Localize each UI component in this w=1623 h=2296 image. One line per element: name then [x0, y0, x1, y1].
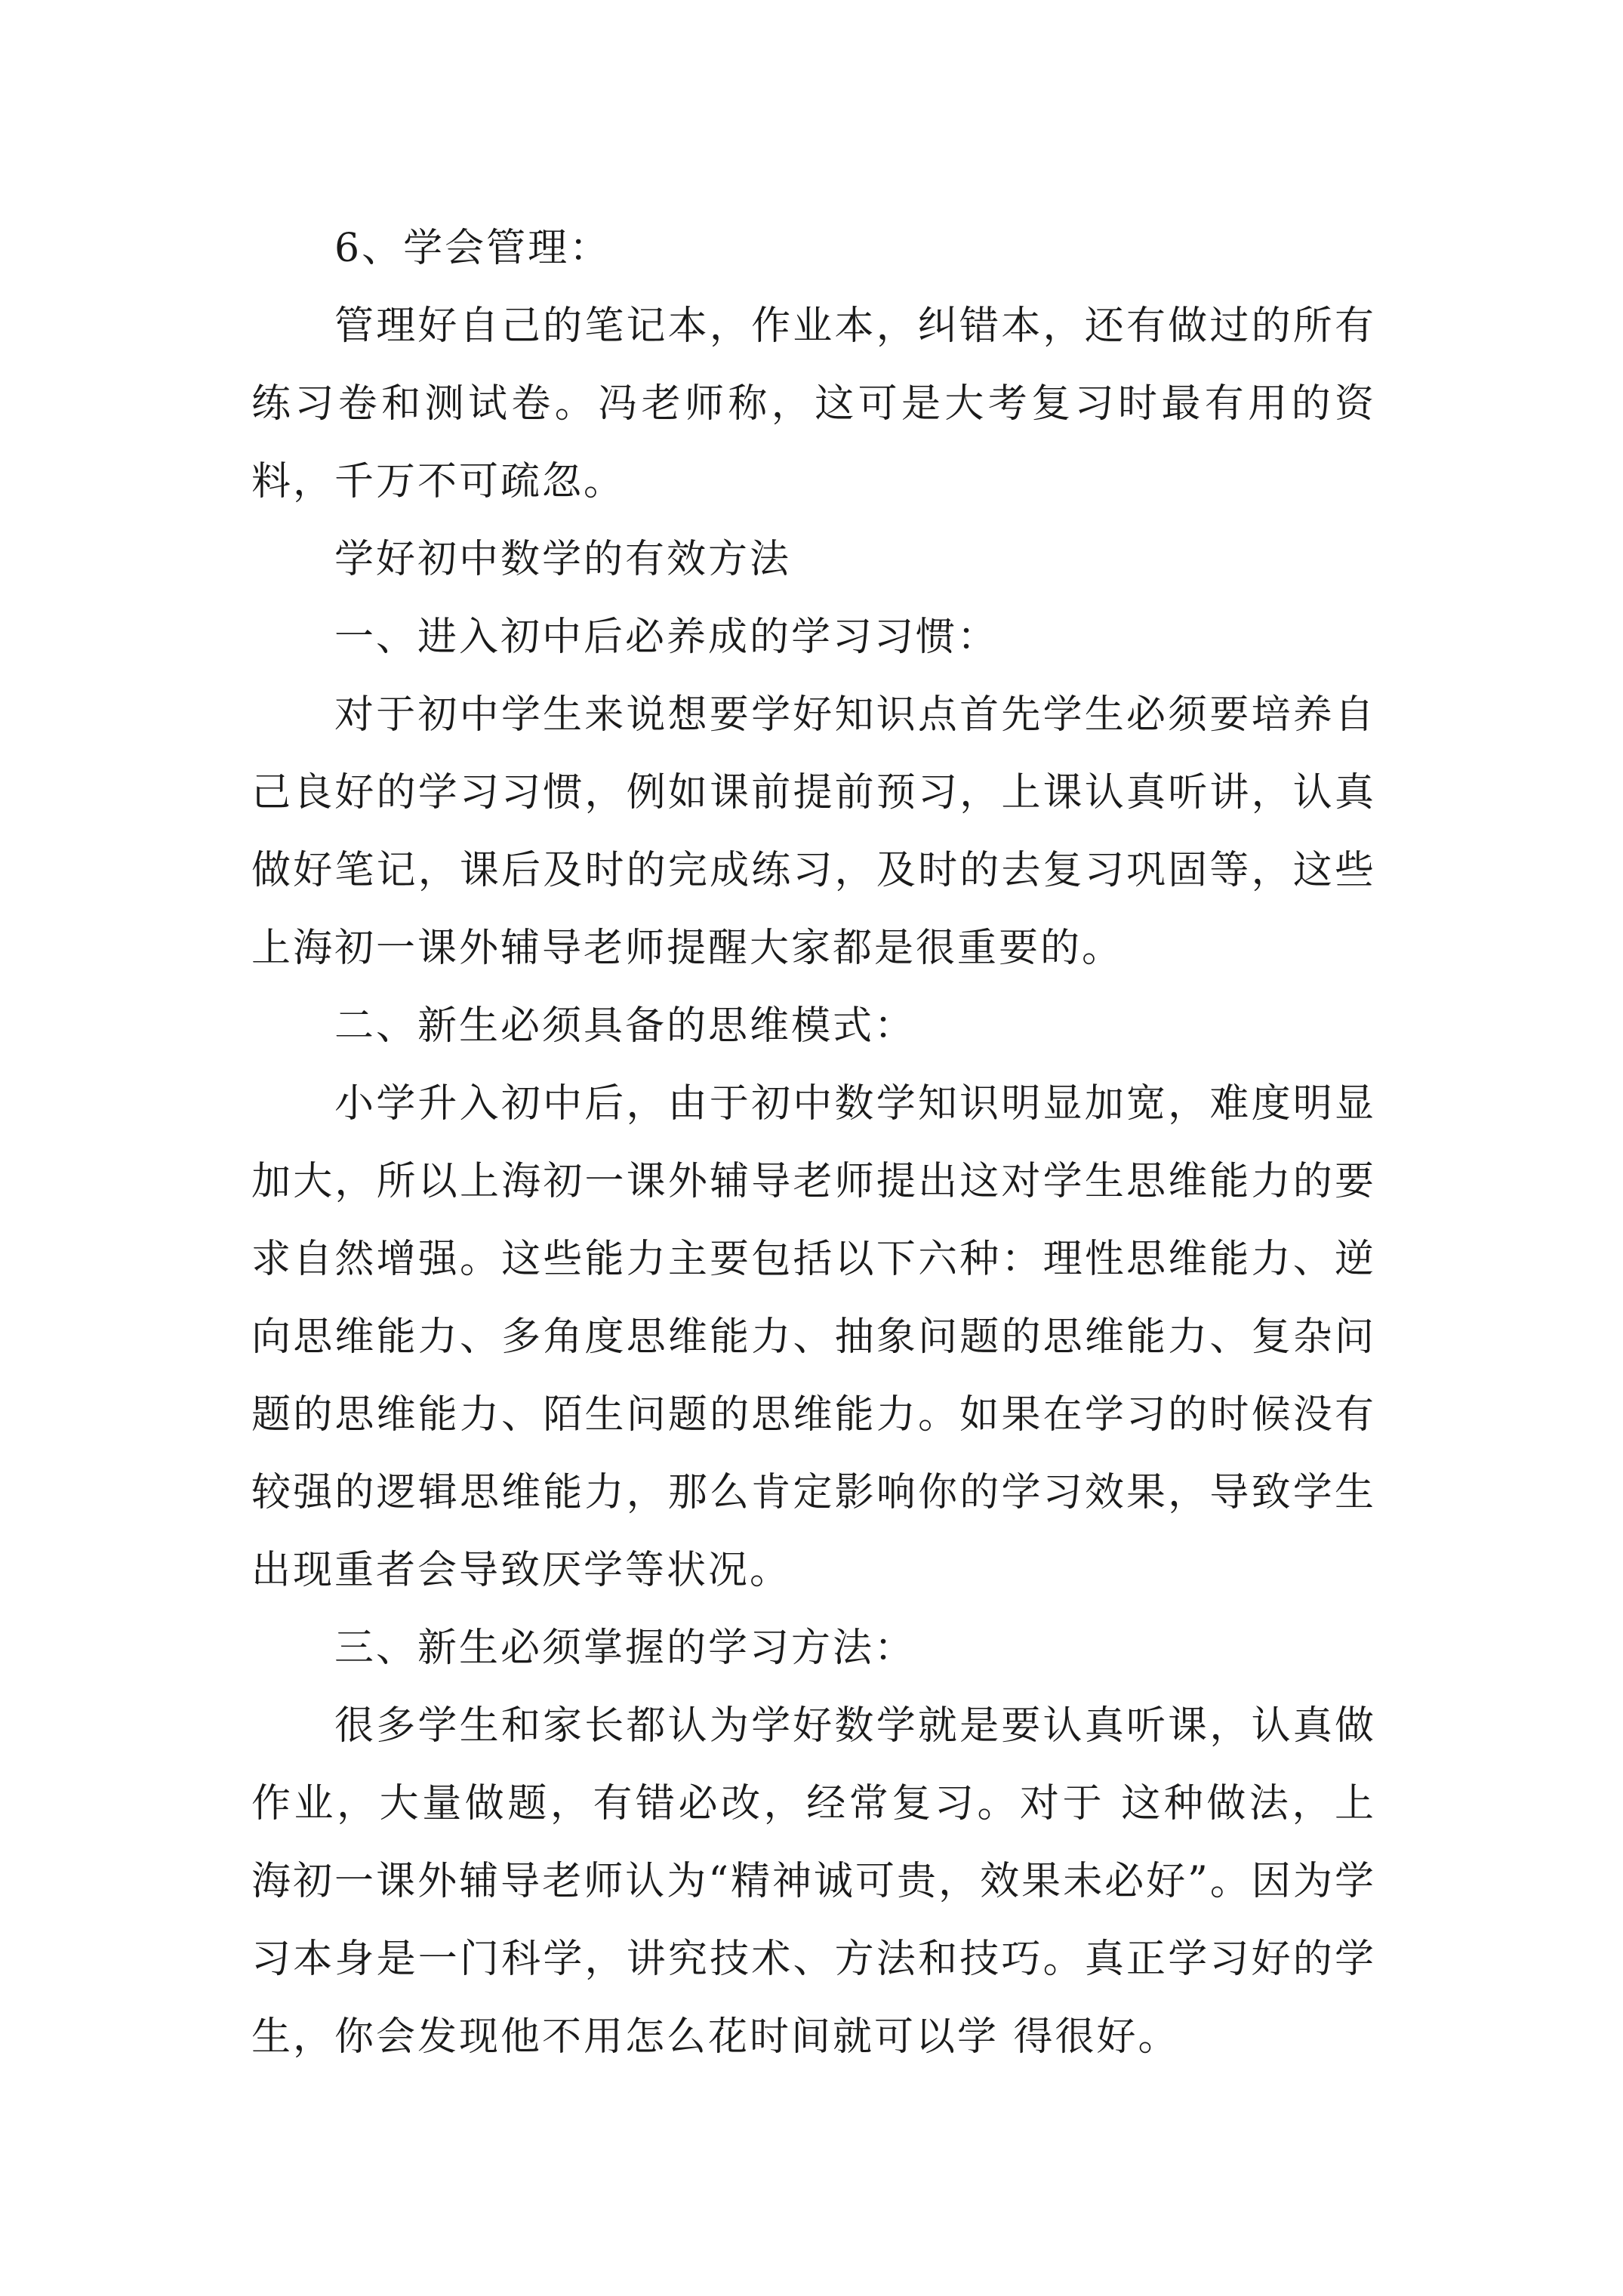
document-body [251, 210, 1376, 2076]
paragraph-thinking-modes: 小学升入初中后，由于初中数学知识明显加宽，难度明显加大，所以上海初一课外辅导老师提出这对学生思维能力的要求自然增强。这些能力主要包括以下六种：理性思维能力、逆向思维能力、多角度思维能力、抽象问题的思维能力、复杂问题的思维能力、陌生问题的思维能力。如果在学习的时候没有较强的逻辑思维能力，那么肯定影响你的学习效果，导致学生出现重者会导致厌学等状况。 [251, 1081, 1376, 1593]
paragraph-study-habits: 对于初中学生来说想要学好知识点首先学生必须要培养自己良好的学习习惯，例如课前提前预习，上课认真听讲，认真做好笔记，课后及时的完成练习，及时的去复习巩固等，这些上海初一课外辅导老师提醒大家都是很重要的。 [251, 692, 1376, 971]
section-heading-6: 6、学会管理： [334, 226, 611, 271]
section-heading-3: 三、新生必须掌握的学习方法： [334, 1626, 916, 1671]
paragraph-manage-notes: 管理好自己的笔记本，作业本，纠错本，还有做过的所有练习卷和测试卷。冯老师称，这可是大考复习时最有用的资料，千万不可疏忽。 [251, 304, 1376, 504]
article-title: 学好初中数学的有效方法 [334, 537, 792, 582]
paragraph-study-methods: 很多学生和家长都认为学好数学就是要认真听课，认真做作业，大量做题，有错必改，经常复习。对于 这种做法，上海初一课外辅导老师认为“精神诚可贵，效果未必好”。因为学习本身是一门科学，讲究技术、方法和技巧。真正学习好的学生，你会发现他不用怎么花时间就可以学 得很好。 [251, 1703, 1376, 2060]
section-heading-1: 一、进入初中后必养成的学习习惯： [334, 615, 999, 660]
section-heading-2: 二、新生必须具备的思维模式： [334, 1003, 916, 1049]
